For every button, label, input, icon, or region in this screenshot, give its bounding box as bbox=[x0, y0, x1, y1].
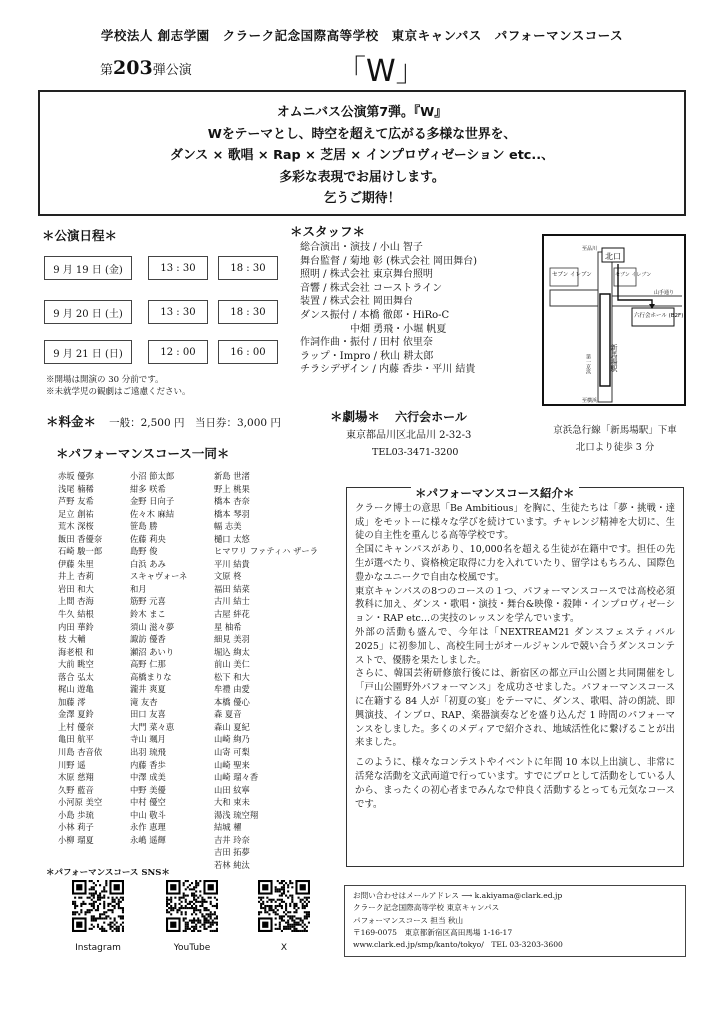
members-col-2 bbox=[130, 470, 210, 846]
schedule-time: 12 : 00 bbox=[148, 340, 208, 364]
member-name: 小林 莉子 bbox=[58, 822, 94, 833]
member-name: 永嶋 遥輝 bbox=[130, 834, 166, 845]
member-name: 大門 菜々恵 bbox=[130, 721, 175, 732]
member-name: 諏訪 優香 bbox=[130, 634, 166, 645]
member-name: 内藤 香歩 bbox=[130, 759, 166, 770]
member-name: 岩田 和大 bbox=[58, 583, 94, 594]
course-intro-paragraph: さらに、韓国芸術研修旅行後には、新宿区の都立戸山公園と共同開催をし「戸山公園野外パフォーマンス」を成功させました。パフォーマンスコースに在籍する 84 人が「初夏の宴」をテーマに、ダンス、歌唱、詩の朗読、即興演技、インプロ、RAP、楽器演奏などを盛り込んだ 1 時間のパフォーマンスをしました。多くのメディアで紹介され、地域活性化に繋げることが出来ました。 bbox=[355, 668, 675, 749]
member-name: 田口 友喜 bbox=[130, 709, 166, 720]
member-name: 樋口 太悠 bbox=[214, 533, 250, 544]
member-name: 中村 優空 bbox=[130, 797, 166, 808]
member-name: 吉田 拓夢 bbox=[214, 847, 250, 858]
course-intro-paragraph: 外部の活動も盛んで、今年は「NEXTREAM21 ダンスフェスティバル2025」に初参加し、高校生同士がオールジャンルで競い合うダンスコンテストで、優勝を果たしました。 bbox=[355, 626, 675, 666]
qr-code-icon[interactable] bbox=[72, 880, 124, 932]
access-info: 京浜急行線「新馬場駅」下車 北口より徒歩 3 分 bbox=[553, 425, 677, 453]
member-name: 福田 結菜 bbox=[214, 583, 250, 594]
member-name: スキャヴォーネ bbox=[130, 571, 188, 582]
members-col-3 bbox=[214, 470, 344, 872]
sns-x[interactable] bbox=[258, 880, 310, 936]
member-name: 高橋まりな bbox=[130, 671, 172, 682]
map-hall-label: 六行会ホール (B2F) bbox=[634, 313, 684, 319]
member-name: 上村 優奈 bbox=[58, 721, 94, 732]
member-name: 佐々木 麻結 bbox=[130, 508, 175, 519]
member-name: 枝 大輔 bbox=[58, 634, 86, 645]
contact-box: お問い合わせはメールアドレス ⟶ k.akiyama@clark.ed.jp クラーク記念国際高等学校 東京キャンパス パフォーマンスコース 担当 秋山 〒169-0075 東京都新宿区高田馬場 1-16-17 www.clark.ed.jp/smp/kanto/tokyo/ TEL 03-3203-3600 bbox=[344, 885, 686, 957]
member-name: 中山 敬斗 bbox=[130, 809, 166, 820]
member-name: 結城 櫂 bbox=[214, 822, 242, 833]
fee-heading: ＊料金＊ bbox=[46, 414, 97, 429]
fee-text: 一般：2,500 円 当日券：3,000 円 bbox=[109, 417, 281, 429]
intro-line: 多彩な表現でお届けします。 bbox=[279, 169, 445, 185]
member-name: 浅尾 楠稀 bbox=[58, 483, 94, 494]
schedule-time: 13 : 30 bbox=[148, 300, 208, 324]
schedule-date: 9 月 21 日 (日) bbox=[44, 340, 132, 364]
member-name: 牛久 結根 bbox=[58, 609, 94, 620]
intro-line: オムニバス公演第7弾。『W』 bbox=[276, 105, 448, 120]
member-name: 石崎 駿一郎 bbox=[58, 546, 103, 557]
member-name: 新島 世渚 bbox=[214, 471, 250, 481]
member-name: 小河原 美空 bbox=[58, 797, 103, 808]
performance-number: 第203弾公演 bbox=[100, 57, 192, 79]
schedule-time: 18 : 30 bbox=[218, 300, 278, 324]
member-name: 前山 美仁 bbox=[214, 659, 250, 670]
member-name: 森山 夏紀 bbox=[214, 721, 250, 732]
intro-line: 乞うご期待！ bbox=[323, 191, 401, 206]
member-name: ヒマワリ ファティハ ザーラ bbox=[214, 546, 319, 557]
fee bbox=[46, 411, 336, 430]
qr-code-icon[interactable] bbox=[258, 880, 310, 932]
map-label: 至品川 bbox=[582, 246, 598, 252]
member-name: 荒木 深桜 bbox=[58, 521, 94, 532]
contact-url[interactable]: www.clark.ed.jp/smp/kanto/tokyo/ TEL 03-3203-3600 bbox=[353, 940, 563, 950]
member-name: 佐藤 莉央 bbox=[130, 533, 166, 544]
member-name: 赤坂 優弥 bbox=[58, 471, 94, 481]
member-name: 川野 遥 bbox=[58, 759, 86, 770]
map-label: セブン イレブン bbox=[552, 272, 592, 278]
venue-address: 東京都品川区北品川 2-32-3 bbox=[346, 430, 472, 441]
course-intro-paragraph: クラーク博士の意思「Be Ambitious」を胸に、生徒たちは「夢・挑戦・達成」をモットーに様々な学びを続けています。チャレンジ精神を大切に、生徒の自主性を重んじる高等学校です。 bbox=[355, 502, 675, 542]
member-name: 山崎 絢乃 bbox=[214, 734, 250, 745]
member-name: 湯浅 琉空翔 bbox=[214, 809, 259, 820]
intro-line: Wをテーマとし、時空を超えて広がる多様な世界を、 bbox=[207, 126, 517, 142]
venue-heading: ＊劇場＊ bbox=[330, 409, 381, 424]
schedule-date: 9 月 20 日 (土) bbox=[44, 300, 132, 324]
map-label: セブン イレブン bbox=[615, 272, 652, 278]
member-name: 本橋 優心 bbox=[214, 696, 250, 707]
map-station-label: 新馬場駅 bbox=[610, 344, 618, 372]
member-name: 小柳 瑠夏 bbox=[58, 834, 94, 845]
member-name: 大和 束未 bbox=[214, 797, 250, 808]
member-name: 平川 結貴 bbox=[214, 558, 250, 569]
sns-label: YouTube bbox=[173, 943, 211, 953]
staff-heading: ＊スタッフ＊ bbox=[290, 224, 366, 239]
show-title: 「W」 bbox=[336, 54, 426, 89]
member-name: 牟禮 由愛 bbox=[214, 684, 250, 695]
member-name: 中野 美優 bbox=[130, 784, 166, 795]
member-name: 伊藤 朱里 bbox=[58, 558, 94, 569]
members-heading: ＊パフォーマンスコース一同＊ bbox=[56, 446, 230, 461]
course-intro-paragraph: このように、様々なコンテストやイベントに年間 10 本以上出演し、非常に活発な活動を文武両道で行っています。すでにプロとして活動をしている人から、まったくの初心者までみんなで仲良く活動するとっても元気なコースです。 bbox=[355, 757, 675, 810]
member-name: 滝 友杏 bbox=[130, 696, 158, 707]
intro-box bbox=[38, 90, 686, 216]
member-name: 出羽 琉飛 bbox=[130, 747, 166, 758]
member-name: 中澤 成美 bbox=[130, 772, 166, 783]
member-name: 寺山 颯月 bbox=[130, 734, 166, 745]
member-name: 金澤 夏鈴 bbox=[58, 709, 94, 720]
member-name: 内田 華鈴 bbox=[58, 621, 94, 632]
member-name: 小沼 節太郎 bbox=[130, 471, 175, 481]
schedule-heading: ＊公演日程＊ bbox=[42, 228, 118, 243]
member-name: 松下 和大 bbox=[214, 671, 250, 682]
sns-youtube[interactable] bbox=[166, 880, 218, 936]
member-name: 足立 創祐 bbox=[58, 508, 94, 519]
member-name: 山寄 可梨 bbox=[214, 747, 250, 758]
member-name: 島野 俊 bbox=[130, 546, 158, 557]
member-name: 久野 藍音 bbox=[58, 784, 94, 795]
member-name: 山崎 瑠々香 bbox=[214, 772, 259, 783]
member-name: 和月 bbox=[130, 583, 147, 594]
member-name: 橋本 杏奈 bbox=[214, 496, 250, 507]
member-name: 古屋 絆花 bbox=[214, 609, 250, 620]
member-name: 吉井 玲奈 bbox=[214, 834, 250, 845]
member-name: 野上 桃果 bbox=[214, 483, 250, 494]
member-name: 白浜 あみ bbox=[130, 558, 166, 569]
staff-list: 総合演出・演技 / 小山 智子 舞台監督 / 菊地 彰 (株式会社 岡田舞台) 照明 / 株式会社 東京舞台照明 音響 / 株式会社 コーストライン 装置 / 株式会社 岡田舞台 ダンス振付 / 本橋 徹郎・HiRo-C 中畑 勇飛・小堀 帆夏 作詞作曲・振付 / 田村 依里奈 ラップ・Impro / 秋山 耕太郎 チラシデザイン / 内藤 香歩・平川 結貴 bbox=[300, 242, 478, 376]
member-name: 落合 弘太 bbox=[58, 671, 94, 682]
members-col-1 bbox=[58, 470, 128, 846]
map-label: 山手通り bbox=[654, 290, 675, 296]
member-name: 山崎 聖来 bbox=[214, 759, 250, 770]
venue bbox=[330, 406, 467, 425]
map-label: 第一京浜 bbox=[585, 354, 591, 374]
schedule-time: 13 : 30 bbox=[148, 256, 208, 280]
sns-instagram[interactable] bbox=[72, 880, 124, 936]
course-intro-heading: ＊パフォーマンスコース紹介＊ bbox=[411, 487, 579, 501]
access-map bbox=[542, 234, 686, 406]
member-name: 紺多 咲希 bbox=[130, 483, 166, 494]
member-name: 永作 恵理 bbox=[130, 822, 166, 833]
member-name: 幅 志美 bbox=[214, 521, 242, 532]
member-name: 大前 眺空 bbox=[58, 659, 94, 670]
member-name: 瀬沼 あいり bbox=[130, 646, 175, 657]
member-name: 井上 杏莉 bbox=[58, 571, 94, 582]
course-intro-paragraph: 東京キャンパスの8つのコースの１つ、パフォーマンスコースでは高校必須教科に加え、ダンス・歌唱・演技・舞台&映像・殺陣・インプロヴィゼーション・RAP etc…の実技のレッスンを学んでいます。 bbox=[355, 585, 675, 625]
sns-label: Instagram bbox=[75, 943, 121, 953]
member-name: 木原 慈翔 bbox=[58, 772, 94, 783]
member-name: 加藤 澪 bbox=[58, 696, 86, 707]
member-name: 古川 結士 bbox=[214, 596, 250, 607]
venue-tel: TEL03-3471-3200 bbox=[372, 447, 459, 458]
intro-line: ダンス × 歌唱 × Rap × 芝居 × インプロヴィゼーション etc..、 bbox=[170, 148, 554, 163]
member-name: 筋野 元喜 bbox=[130, 596, 166, 607]
venue-name: 六行会ホール bbox=[395, 410, 467, 424]
schedule-notes: ※開場は開演の 30 分前です。 ※未就学児の観劇はご遠慮ください。 bbox=[46, 375, 191, 397]
member-name: 飯田 香優奈 bbox=[58, 533, 103, 544]
member-name: 高野 仁那 bbox=[130, 659, 166, 670]
schedule-date: 9 月 19 日 (金) bbox=[44, 256, 132, 280]
member-name: 鈴木 まこ bbox=[130, 609, 166, 620]
member-name: 若林 純汰 bbox=[214, 859, 250, 870]
member-name: 山田 紋寧 bbox=[214, 784, 250, 795]
member-name: 笹島 勝 bbox=[130, 521, 158, 532]
member-name: 細見 美羽 bbox=[214, 634, 250, 645]
member-name: 金野 日向子 bbox=[130, 496, 175, 507]
member-name: 星 柚希 bbox=[214, 621, 242, 632]
qr-code-icon[interactable] bbox=[166, 880, 218, 932]
member-name: 森 夏音 bbox=[214, 709, 242, 720]
schedule-time: 18 : 30 bbox=[218, 256, 278, 280]
course-intro-paragraph: 全国にキャンパスがあり、10,000名を超える生徒が在籍中です。担任の先生が選べたり、資格検定取得に力を入れていたり、留学はもちろん、国際色豊かなユニークで自由な校風です。 bbox=[355, 544, 675, 583]
member-name: 海老根 和 bbox=[58, 646, 94, 657]
member-name: 須山 滋々夢 bbox=[130, 621, 175, 632]
member-name: 瀧井 爽夏 bbox=[130, 684, 166, 695]
member-name: 芦野 友希 bbox=[58, 496, 94, 507]
member-name: 文原 柊 bbox=[214, 571, 242, 582]
member-name: 小島 歩琉 bbox=[58, 809, 94, 820]
member-name: 川島 杏音依 bbox=[58, 747, 103, 758]
member-name: 上間 杏海 bbox=[58, 596, 94, 607]
schedule-time: 16 : 00 bbox=[218, 340, 278, 364]
sns-label: X bbox=[280, 943, 288, 953]
member-name: 堀込 絢太 bbox=[214, 646, 250, 657]
member-name: 亀田 航平 bbox=[58, 734, 94, 745]
sns-heading: ＊パフォーマンスコース SNS＊ bbox=[46, 868, 170, 878]
course-intro-box bbox=[346, 487, 684, 867]
member-name: 梶山 遊亀 bbox=[58, 684, 94, 695]
contact-email[interactable]: お問い合わせはメールアドレス ⟶ k.akiyama@clark.ed.jp bbox=[353, 891, 563, 900]
member-name: 橋本 琴羽 bbox=[214, 508, 250, 519]
map-label: 至横浜 bbox=[582, 398, 598, 404]
school-header: 学校法人 創志学園 クラーク記念国際高等学校 東京キャンパス パフォーマンスコース bbox=[100, 28, 624, 43]
map-north-exit: 北口 bbox=[605, 252, 621, 261]
